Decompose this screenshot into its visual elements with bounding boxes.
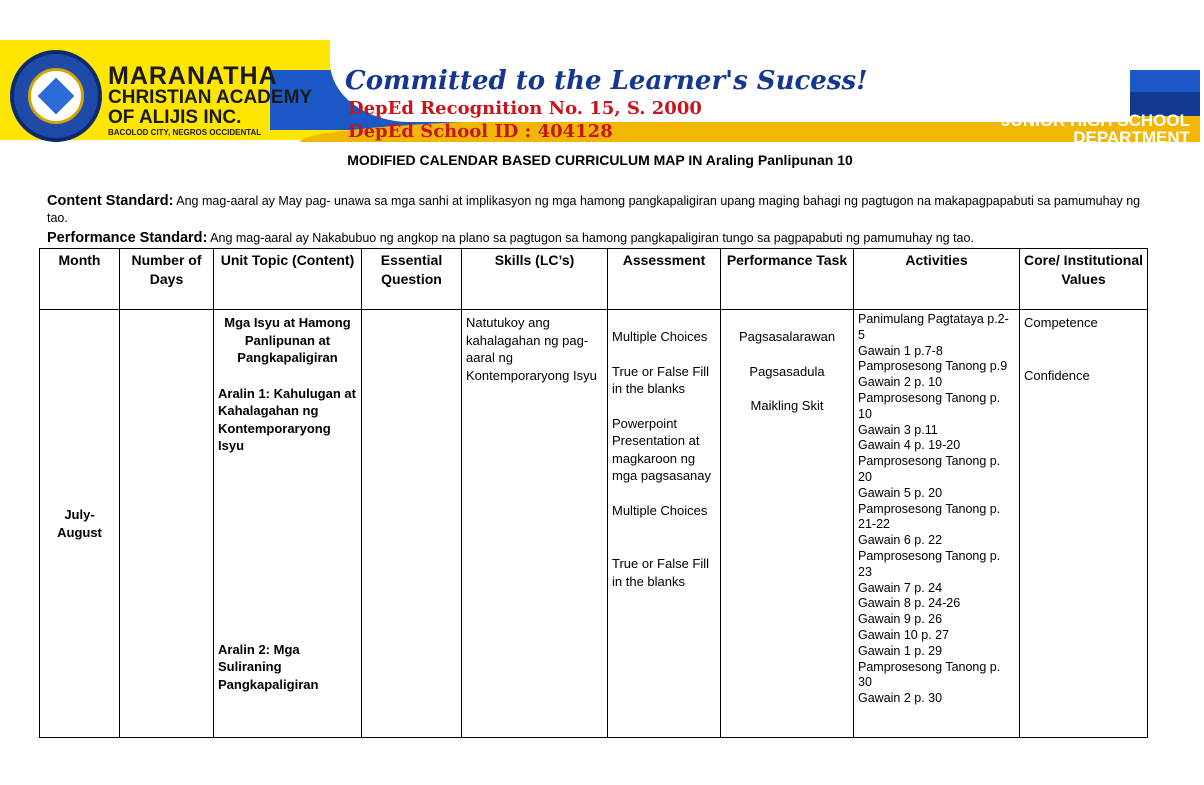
school-tagline: Where We Learn and Live the Christian Way bbox=[735, 146, 1204, 168]
cell-activities bbox=[854, 310, 1020, 738]
activity-item: Gawain 1 p.7-8 bbox=[858, 343, 943, 358]
unit-aralin-1: Aralin 1: Kahulugan at Kahalagahan ng Kontemporaryong Isyu bbox=[218, 385, 356, 453]
activity-item: Pamprosesong Tanong p. 23 bbox=[858, 548, 1001, 579]
activity-item: Gawain 2 p. 30 bbox=[858, 691, 943, 706]
header-performance-task: Performance Task bbox=[721, 249, 854, 310]
activity-item: Pamprosesong Tanong p. 20 bbox=[858, 454, 1001, 484]
activity-item: Gawain 7 p. 24 bbox=[858, 580, 943, 595]
assessment-item: Multiple Choices bbox=[612, 502, 708, 518]
activity-item: Gawain 9 p. 26 bbox=[858, 612, 943, 627]
deped-school-id: DepEd School ID : 404128 bbox=[348, 121, 613, 142]
cell-core-values bbox=[1020, 310, 1148, 738]
activity-item: Pamprosesong Tanong p. 10 bbox=[858, 390, 1001, 421]
school-address: BACOLOD CITY, NEGROS OCCIDENTAL bbox=[108, 128, 262, 137]
cell-skills: Natutukoy ang kahalagahan ng pag-aaral ng Kontemporaryong Isyu bbox=[462, 310, 608, 738]
header-days: Number of Days bbox=[120, 249, 214, 310]
assessment-item: Powerpoint Presentation at magkaroon ng mga pagsasanay bbox=[612, 415, 712, 483]
header-core-values: Core/ Institutional Values bbox=[1020, 249, 1148, 310]
school-name-line2: CHRISTIAN ACADEMY bbox=[108, 87, 313, 108]
activity-item: Pamprosesong Tanong p.9 bbox=[858, 359, 1008, 374]
department-line2: DEPARTMENT bbox=[1073, 128, 1190, 147]
cell-assessment bbox=[608, 310, 721, 738]
activity-item: Panimulang Pagtataya p.2-5 bbox=[858, 312, 1009, 342]
activity-item: Pamprosesong Tanong p. 30 bbox=[858, 659, 1001, 690]
performance-task-item: Maikling Skit bbox=[750, 398, 824, 413]
activity-item: Gawain 5 p. 20 bbox=[858, 485, 943, 500]
unit-aralin-2: Aralin 2: Mga Suliraning Pangkapaligiran bbox=[218, 641, 319, 692]
activity-item: Gawain 1 p. 29 bbox=[858, 643, 943, 658]
cell-essential-question bbox=[362, 310, 462, 738]
unit-topic-title: Mga Isyu at Hamong Panlipunan at Pangkapaligiran bbox=[224, 315, 351, 365]
core-value-item: Competence bbox=[1024, 315, 1098, 330]
curriculum-map-table bbox=[39, 248, 1148, 738]
activity-item: Gawain 8 p. 24-26 bbox=[858, 596, 961, 611]
department-line1: JUNIOR HIGH SCHOOL bbox=[1001, 111, 1190, 130]
content-standard-label: Content Standard: bbox=[47, 193, 174, 209]
school-seal-icon bbox=[10, 50, 102, 142]
header-month: Month bbox=[40, 249, 120, 310]
activity-item: Pamprosesong Tanong p. 21-22 bbox=[858, 501, 1001, 532]
cell-performance-task bbox=[721, 310, 854, 738]
assessment-item: True or False Fill in the blanks bbox=[612, 556, 710, 589]
performance-task-item: Pagsasalarawan bbox=[738, 329, 836, 344]
header-unit-topic: Unit Topic (Content) bbox=[214, 249, 362, 310]
performance-task-item: Pagsasadula bbox=[749, 363, 825, 379]
assessment-item: Multiple Choices bbox=[612, 329, 708, 344]
performance-standard-label: Performance Standard: bbox=[47, 230, 208, 246]
core-value-item: Confidence bbox=[1024, 367, 1090, 383]
cell-unit-topic bbox=[214, 310, 362, 738]
school-name bbox=[108, 64, 328, 138]
performance-standard-text: Ang mag-aaral ay Nakabubuo ng angkop na plano sa pagtugon sa hamong pangkapaligiran tungo sa pagpapabuti ng pamumuhay ng tao. bbox=[210, 231, 974, 245]
deped-recognition: DepEd Recognition No. 15, S. 2000 bbox=[348, 98, 702, 119]
cell-month: July-August bbox=[40, 310, 120, 738]
activity-item: Gawain 6 p. 22 bbox=[858, 533, 943, 548]
document-title: MODIFIED CALENDAR BASED CURRICULUM MAP IN Araling Panlipunan 10 bbox=[347, 152, 853, 168]
school-motto: Committed to the Learner's Sucess! bbox=[345, 66, 868, 96]
activity-item: Gawain 2 p. 10 bbox=[858, 375, 943, 390]
table-row bbox=[40, 310, 1148, 738]
activity-item: Gawain 4 p. 19-20 bbox=[858, 438, 961, 453]
cell-days bbox=[120, 310, 214, 738]
content-standard bbox=[47, 193, 1147, 227]
school-name-line3: OF ALIJIS INC. bbox=[108, 107, 242, 128]
table-header-row bbox=[40, 249, 1148, 310]
content-standard-text: Ang mag-aaral ay May pag- unawa sa mga sanhi at implikasyon ng mga hamong pangkapaligiran upang maging bahagi ng pagtugon na makapagpapabuti sa pamumuhay ng tao. bbox=[47, 194, 1141, 225]
header-activities: Activities bbox=[854, 249, 1020, 310]
header-assessment: Assessment bbox=[608, 249, 721, 310]
school-name-line1: MARANATHA bbox=[108, 62, 278, 90]
activity-item: Gawain 10 p. 27 bbox=[858, 627, 950, 642]
header-skills: Skills (LC’s) bbox=[462, 249, 608, 310]
header-essential-question: Essential Question bbox=[362, 249, 462, 310]
activity-item: Gawain 3 p.11 bbox=[858, 422, 938, 437]
performance-standard bbox=[47, 230, 1147, 247]
assessment-item: True or False Fill in the blanks bbox=[612, 363, 710, 396]
department-name bbox=[1001, 112, 1190, 146]
